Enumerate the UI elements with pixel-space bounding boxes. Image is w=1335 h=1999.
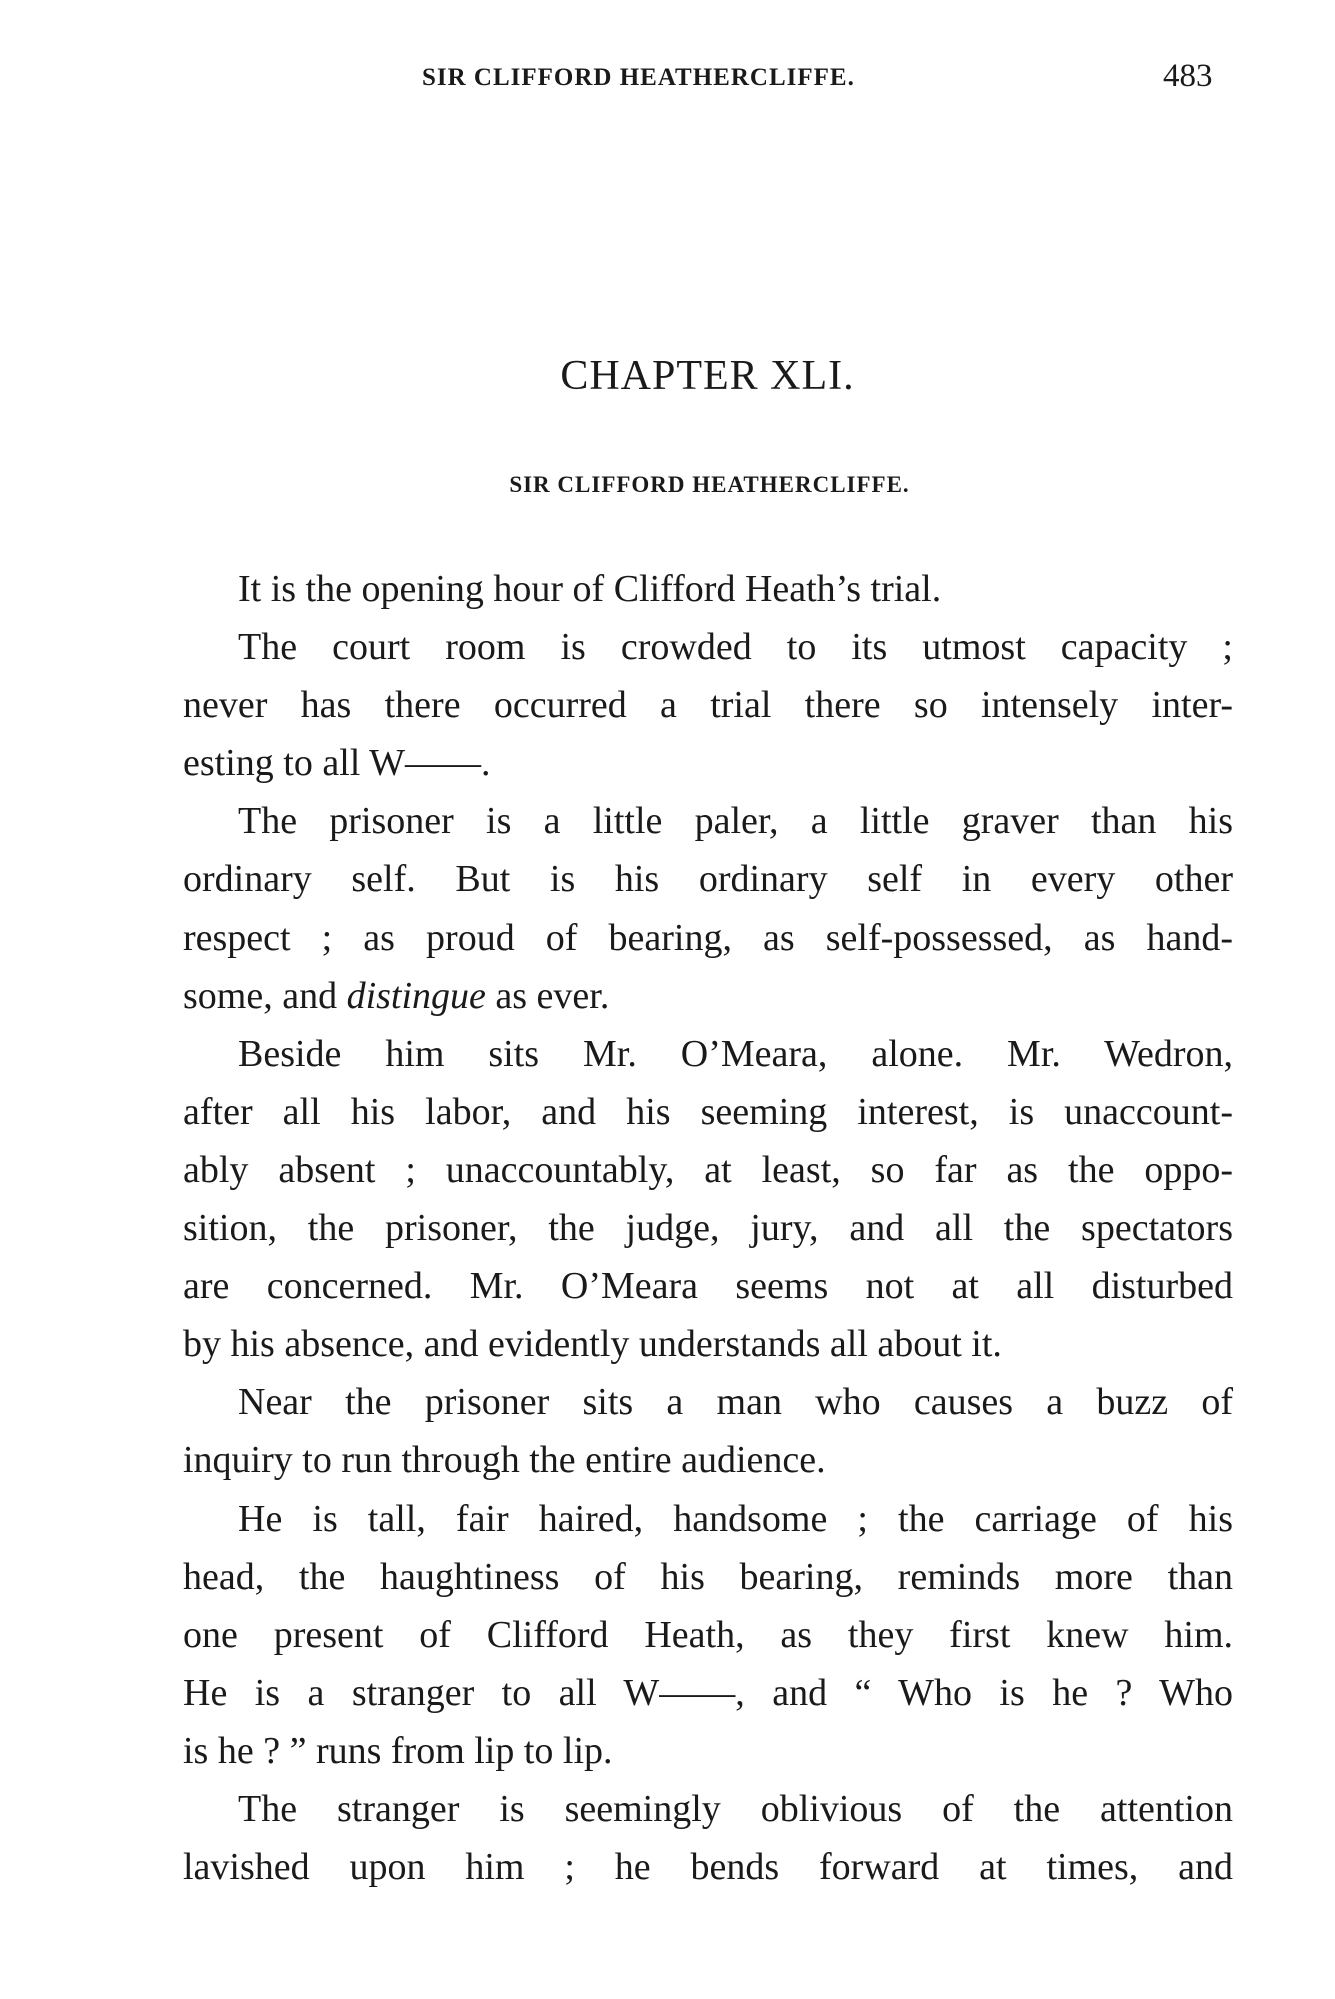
paragraph-line: inquiry to run through the entire audience. — [183, 1439, 826, 1482]
paragraph-line: by his absence, and evidently understands all about it. — [183, 1323, 1002, 1366]
paragraph-line: It is the opening hour of Clifford Heath’s trial. — [238, 568, 942, 610]
paragraph-line: lavished upon him ; he bends forward at times, and — [183, 1846, 1233, 1889]
text-run: some, and — [183, 974, 347, 1017]
paragraph-line: after all his labor, and his seeming interest, is unaccount- — [183, 1090, 1233, 1133]
paragraph-line: He is tall, fair haired, handsome ; the carriage of his — [238, 1497, 1233, 1540]
paragraph-line: one present of Clifford Heath, as they first knew him. — [183, 1613, 1233, 1656]
paragraph-3 — [183, 792, 1233, 1024]
paragraph-line: The prisoner is a little paler, a little graver than his — [238, 800, 1233, 843]
paragraph-line: esting to all W——. — [183, 742, 491, 785]
running-header — [0, 58, 1335, 108]
paragraph-line: is he ? ” runs from lip to lip. — [183, 1729, 613, 1772]
paragraph-7 — [183, 1780, 1233, 1896]
chapter-subtitle: SIR CLIFFORD HEATHERCLIFFE. — [509, 472, 910, 497]
page-number: 483 — [1163, 58, 1213, 94]
paragraph-line: The stranger is seemingly oblivious of the attention — [238, 1787, 1233, 1830]
paragraph-line — [183, 967, 1233, 1025]
paragraph-5 — [183, 1373, 1233, 1489]
paragraph-line: ably absent ; unaccountably, at least, so far as the oppo- — [183, 1148, 1233, 1191]
paragraph-line: respect ; as proud of bearing, as self-possessed, as hand- — [183, 916, 1233, 959]
paragraph-line: Near the prisoner sits a man who causes a buzz of — [238, 1381, 1233, 1424]
paragraph-line: Beside him sits Mr. O’Meara, alone. Mr. Wedron, — [238, 1032, 1233, 1075]
body-text — [183, 560, 1233, 1896]
paragraph-line: He is a stranger to all W——, and “ Who is he ? Who — [183, 1671, 1233, 1714]
paragraph-6 — [183, 1490, 1233, 1780]
italic-word: distingue — [346, 974, 486, 1017]
paragraph-1 — [183, 560, 1233, 618]
running-title: SIR CLIFFORD HEATHERCLIFFE. — [422, 64, 855, 91]
paragraph-line: ordinary self. But is his ordinary self in every other — [183, 858, 1233, 901]
text-run: as ever. — [485, 974, 610, 1017]
chapter-heading: CHAPTER XLI. — [560, 353, 855, 399]
paragraph-line: never has there occurred a trial there so intensely inter- — [183, 684, 1233, 727]
paragraph-2 — [183, 618, 1233, 792]
paragraph-line: head, the haughtiness of his bearing, reminds more than — [183, 1555, 1233, 1598]
paragraph-line: sition, the prisoner, the judge, jury, and all the spectators — [183, 1207, 1233, 1250]
paragraph-line: The court room is crowded to its utmost capacity ; — [238, 626, 1233, 669]
paragraph-line: are concerned. Mr. O’Meara seems not at all disturbed — [183, 1265, 1233, 1308]
paragraph-4 — [183, 1025, 1233, 1374]
